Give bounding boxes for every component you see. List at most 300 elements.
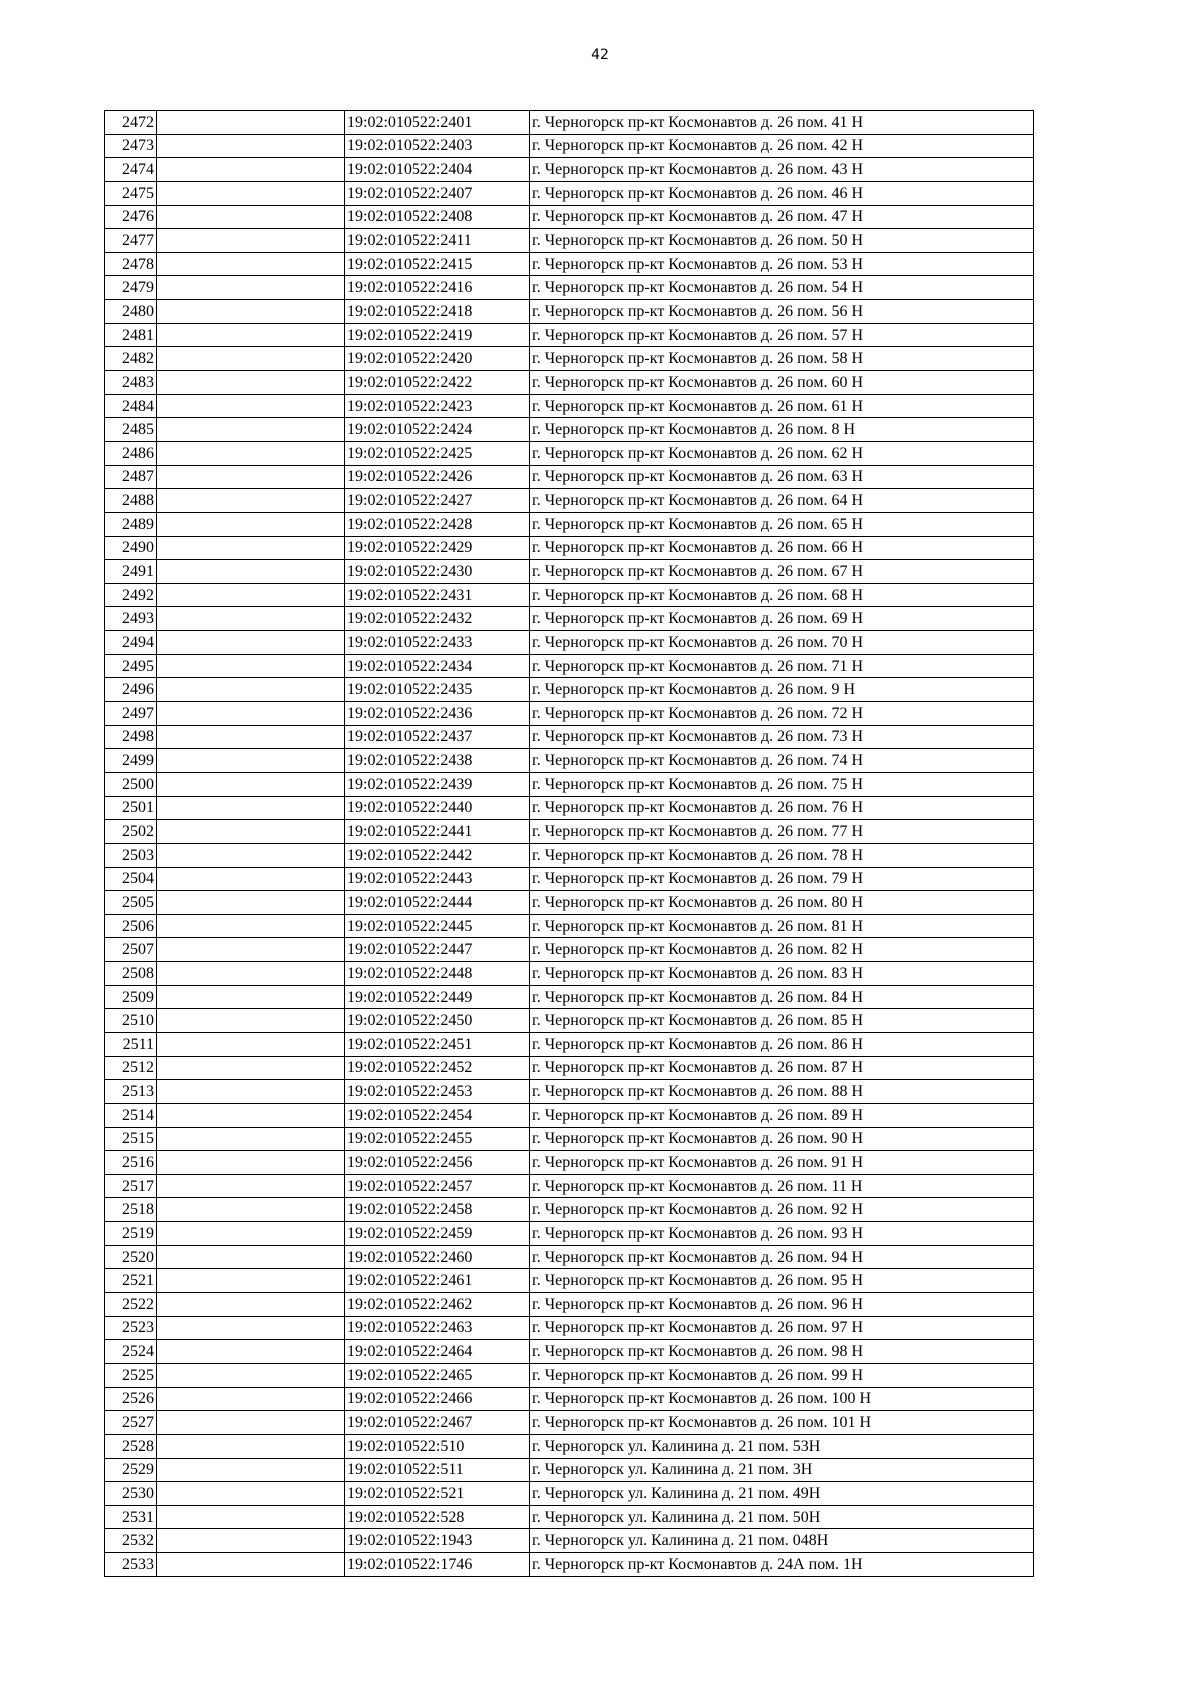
address-cell: г. Черногорск пр-кт Космонавтов д. 26 пом. 79 Н [530, 867, 1034, 891]
cadastral-number-cell: 19:02:010522:511 [345, 1458, 530, 1482]
blank-cell [157, 441, 345, 465]
cadastral-number-cell: 19:02:010522:2442 [345, 843, 530, 867]
blank-cell [157, 867, 345, 891]
cadastral-number-cell: 19:02:010522:2431 [345, 583, 530, 607]
row-number-cell: 2528 [105, 1434, 157, 1458]
table-row [105, 772, 1034, 796]
row-number-cell: 2480 [105, 300, 157, 324]
address-cell: г. Черногорск ул. Калинина д. 21 пом. 50Н [530, 1505, 1034, 1529]
table-row [105, 1293, 1034, 1317]
table-row [105, 1174, 1034, 1198]
blank-cell [157, 891, 345, 915]
blank-cell [157, 796, 345, 820]
cadastral-number-cell: 19:02:010522:2457 [345, 1174, 530, 1198]
blank-cell [157, 962, 345, 986]
row-number-cell: 2529 [105, 1458, 157, 1482]
cadastral-number-cell: 19:02:010522:2436 [345, 702, 530, 726]
row-number-cell: 2495 [105, 654, 157, 678]
address-cell: г. Черногорск пр-кт Космонавтов д. 26 пом. 92 Н [530, 1198, 1034, 1222]
address-cell: г. Черногорск пр-кт Космонавтов д. 26 пом. 84 Н [530, 985, 1034, 1009]
address-cell: г. Черногорск пр-кт Космонавтов д. 26 пом. 82 Н [530, 938, 1034, 962]
row-number-cell: 2531 [105, 1505, 157, 1529]
row-number-cell: 2507 [105, 938, 157, 962]
address-cell: г. Черногорск пр-кт Космонавтов д. 26 пом. 83 Н [530, 962, 1034, 986]
table-row [105, 1482, 1034, 1506]
address-cell: г. Черногорск пр-кт Космонавтов д. 26 пом. 43 Н [530, 158, 1034, 182]
cadastral-number-cell: 19:02:010522:2428 [345, 512, 530, 536]
table-row [105, 205, 1034, 229]
cadastral-number-cell: 19:02:010522:2454 [345, 1103, 530, 1127]
blank-cell [157, 1505, 345, 1529]
row-number-cell: 2518 [105, 1198, 157, 1222]
row-number-cell: 2521 [105, 1269, 157, 1293]
table-row [105, 323, 1034, 347]
row-number-cell: 2479 [105, 276, 157, 300]
blank-cell [157, 985, 345, 1009]
table-row [105, 229, 1034, 253]
row-number-cell: 2510 [105, 1009, 157, 1033]
row-number-cell: 2523 [105, 1316, 157, 1340]
row-number-cell: 2486 [105, 441, 157, 465]
row-number-cell: 2482 [105, 347, 157, 371]
table-row [105, 1151, 1034, 1175]
address-cell: г. Черногорск пр-кт Космонавтов д. 26 пом. 87 Н [530, 1056, 1034, 1080]
address-cell: г. Черногорск ул. Калинина д. 21 пом. 3Н [530, 1458, 1034, 1482]
blank-cell [157, 181, 345, 205]
blank-cell [157, 1009, 345, 1033]
blank-cell [157, 1363, 345, 1387]
address-cell: г. Черногорск пр-кт Космонавтов д. 26 пом. 11 Н [530, 1174, 1034, 1198]
table-row [105, 418, 1034, 442]
row-number-cell: 2533 [105, 1553, 157, 1577]
row-number-cell: 2476 [105, 205, 157, 229]
cadastral-number-cell: 19:02:010522:2459 [345, 1222, 530, 1246]
row-number-cell: 2516 [105, 1151, 157, 1175]
address-cell: г. Черногорск пр-кт Космонавтов д. 26 пом. 8 Н [530, 418, 1034, 442]
table-row [105, 631, 1034, 655]
cadastral-number-cell: 19:02:010522:2433 [345, 631, 530, 655]
address-cell: г. Черногорск пр-кт Космонавтов д. 26 пом. 78 Н [530, 843, 1034, 867]
address-cell: г. Черногорск пр-кт Космонавтов д. 26 пом. 81 Н [530, 914, 1034, 938]
blank-cell [157, 1458, 345, 1482]
blank-cell [157, 347, 345, 371]
cadastral-number-cell: 19:02:010522:2415 [345, 252, 530, 276]
blank-cell [157, 158, 345, 182]
address-cell: г. Черногорск пр-кт Космонавтов д. 26 пом. 97 Н [530, 1316, 1034, 1340]
row-number-cell: 2497 [105, 702, 157, 726]
row-number-cell: 2472 [105, 111, 157, 135]
row-number-cell: 2484 [105, 394, 157, 418]
table-row [105, 1032, 1034, 1056]
blank-cell [157, 772, 345, 796]
cadastral-number-cell: 19:02:010522:2445 [345, 914, 530, 938]
blank-cell [157, 465, 345, 489]
row-number-cell: 2522 [105, 1293, 157, 1317]
cadastral-number-cell: 19:02:010522:2418 [345, 300, 530, 324]
cadastral-number-cell: 19:02:010522:1943 [345, 1529, 530, 1553]
address-cell: г. Черногорск пр-кт Космонавтов д. 26 пом. 75 Н [530, 772, 1034, 796]
table-row [105, 702, 1034, 726]
address-cell: г. Черногорск ул. Калинина д. 21 пом. 048Н [530, 1529, 1034, 1553]
table-row [105, 1434, 1034, 1458]
registry-table-body [105, 111, 1034, 1577]
row-number-cell: 2530 [105, 1482, 157, 1506]
cadastral-number-cell: 19:02:010522:2435 [345, 678, 530, 702]
table-row [105, 394, 1034, 418]
cadastral-number-cell: 19:02:010522:2434 [345, 654, 530, 678]
address-cell: г. Черногорск пр-кт Космонавтов д. 26 пом. 74 Н [530, 749, 1034, 773]
row-number-cell: 2511 [105, 1032, 157, 1056]
cadastral-number-cell: 19:02:010522:2458 [345, 1198, 530, 1222]
cadastral-number-cell: 19:02:010522:2420 [345, 347, 530, 371]
cadastral-number-cell: 19:02:010522:2455 [345, 1127, 530, 1151]
blank-cell [157, 749, 345, 773]
address-cell: г. Черногорск пр-кт Космонавтов д. 26 пом. 98 Н [530, 1340, 1034, 1364]
address-cell: г. Черногорск пр-кт Космонавтов д. 26 пом. 72 Н [530, 702, 1034, 726]
cadastral-number-cell: 19:02:010522:2465 [345, 1363, 530, 1387]
address-cell: г. Черногорск пр-кт Космонавтов д. 26 пом. 67 Н [530, 560, 1034, 584]
table-row [105, 1198, 1034, 1222]
blank-cell [157, 1269, 345, 1293]
address-cell: г. Черногорск пр-кт Космонавтов д. 26 пом. 95 Н [530, 1269, 1034, 1293]
row-number-cell: 2492 [105, 583, 157, 607]
cadastral-number-cell: 19:02:010522:2424 [345, 418, 530, 442]
table-row [105, 607, 1034, 631]
row-number-cell: 2490 [105, 536, 157, 560]
blank-cell [157, 820, 345, 844]
address-cell: г. Черногорск пр-кт Космонавтов д. 26 пом. 64 Н [530, 489, 1034, 513]
page-number: 42 [591, 47, 609, 63]
table-row [105, 985, 1034, 1009]
table-row [105, 1553, 1034, 1577]
table-row [105, 347, 1034, 371]
row-number-cell: 2505 [105, 891, 157, 915]
blank-cell [157, 654, 345, 678]
property-registry-table [104, 110, 1034, 1577]
table-row [105, 1127, 1034, 1151]
row-number-cell: 2532 [105, 1529, 157, 1553]
blank-cell [157, 702, 345, 726]
table-row [105, 1458, 1034, 1482]
cadastral-number-cell: 19:02:010522:2403 [345, 134, 530, 158]
table-row [105, 749, 1034, 773]
table-row [105, 252, 1034, 276]
table-row [105, 1245, 1034, 1269]
cadastral-number-cell: 19:02:010522:2422 [345, 371, 530, 395]
table-row [105, 371, 1034, 395]
blank-cell [157, 323, 345, 347]
address-cell: г. Черногорск ул. Калинина д. 21 пом. 49Н [530, 1482, 1034, 1506]
table-row [105, 867, 1034, 891]
blank-cell [157, 1198, 345, 1222]
address-cell: г. Черногорск пр-кт Космонавтов д. 26 пом. 53 Н [530, 252, 1034, 276]
cadastral-number-cell: 19:02:010522:2451 [345, 1032, 530, 1056]
row-number-cell: 2485 [105, 418, 157, 442]
cadastral-number-cell: 19:02:010522:2452 [345, 1056, 530, 1080]
row-number-cell: 2512 [105, 1056, 157, 1080]
table-row [105, 843, 1034, 867]
cadastral-number-cell: 19:02:010522:2444 [345, 891, 530, 915]
table-row [105, 489, 1034, 513]
row-number-cell: 2502 [105, 820, 157, 844]
cadastral-number-cell: 19:02:010522:2408 [345, 205, 530, 229]
table-row [105, 1056, 1034, 1080]
address-cell: г. Черногорск пр-кт Космонавтов д. 26 пом. 100 Н [530, 1387, 1034, 1411]
address-cell: г. Черногорск пр-кт Космонавтов д. 26 пом. 76 Н [530, 796, 1034, 820]
address-cell: г. Черногорск пр-кт Космонавтов д. 26 пом. 56 Н [530, 300, 1034, 324]
row-number-cell: 2503 [105, 843, 157, 867]
blank-cell [157, 1151, 345, 1175]
address-cell: г. Черногорск пр-кт Космонавтов д. 26 пом. 80 Н [530, 891, 1034, 915]
table-row [105, 1529, 1034, 1553]
blank-cell [157, 134, 345, 158]
table-row [105, 158, 1034, 182]
table-row [105, 938, 1034, 962]
row-number-cell: 2478 [105, 252, 157, 276]
address-cell: г. Черногорск пр-кт Космонавтов д. 26 пом. 58 Н [530, 347, 1034, 371]
cadastral-number-cell: 19:02:010522:510 [345, 1434, 530, 1458]
address-cell: г. Черногорск пр-кт Космонавтов д. 26 пом. 50 Н [530, 229, 1034, 253]
cadastral-number-cell: 19:02:010522:2432 [345, 607, 530, 631]
row-number-cell: 2509 [105, 985, 157, 1009]
blank-cell [157, 725, 345, 749]
address-cell: г. Черногорск пр-кт Космонавтов д. 26 пом. 9 Н [530, 678, 1034, 702]
row-number-cell: 2525 [105, 1363, 157, 1387]
row-number-cell: 2504 [105, 867, 157, 891]
table-row [105, 300, 1034, 324]
cadastral-number-cell: 19:02:010522:2447 [345, 938, 530, 962]
cadastral-number-cell: 19:02:010522:2467 [345, 1411, 530, 1435]
cadastral-number-cell: 19:02:010522:2437 [345, 725, 530, 749]
blank-cell [157, 631, 345, 655]
row-number-cell: 2487 [105, 465, 157, 489]
address-cell: г. Черногорск ул. Калинина д. 21 пом. 53Н [530, 1434, 1034, 1458]
table-row [105, 678, 1034, 702]
row-number-cell: 2491 [105, 560, 157, 584]
row-number-cell: 2494 [105, 631, 157, 655]
blank-cell [157, 1434, 345, 1458]
row-number-cell: 2496 [105, 678, 157, 702]
blank-cell [157, 371, 345, 395]
row-number-cell: 2514 [105, 1103, 157, 1127]
row-number-cell: 2527 [105, 1411, 157, 1435]
table-row [105, 512, 1034, 536]
row-number-cell: 2519 [105, 1222, 157, 1246]
table-row [105, 1222, 1034, 1246]
row-number-cell: 2477 [105, 229, 157, 253]
blank-cell [157, 300, 345, 324]
cadastral-number-cell: 19:02:010522:2427 [345, 489, 530, 513]
address-cell: г. Черногорск пр-кт Космонавтов д. 26 пом. 93 Н [530, 1222, 1034, 1246]
table-row [105, 1269, 1034, 1293]
cadastral-number-cell: 19:02:010522:2460 [345, 1245, 530, 1269]
blank-cell [157, 418, 345, 442]
address-cell: г. Черногорск пр-кт Космонавтов д. 26 пом. 46 Н [530, 181, 1034, 205]
address-cell: г. Черногорск пр-кт Космонавтов д. 26 пом. 86 Н [530, 1032, 1034, 1056]
address-cell: г. Черногорск пр-кт Космонавтов д. 26 пом. 90 Н [530, 1127, 1034, 1151]
row-number-cell: 2508 [105, 962, 157, 986]
address-cell: г. Черногорск пр-кт Космонавтов д. 26 пом. 71 Н [530, 654, 1034, 678]
blank-cell [157, 394, 345, 418]
table-row [105, 654, 1034, 678]
blank-cell [157, 276, 345, 300]
table-row [105, 1387, 1034, 1411]
cadastral-number-cell: 19:02:010522:1746 [345, 1553, 530, 1577]
row-number-cell: 2481 [105, 323, 157, 347]
cadastral-number-cell: 19:02:010522:2404 [345, 158, 530, 182]
cadastral-number-cell: 19:02:010522:2429 [345, 536, 530, 560]
table-row [105, 1505, 1034, 1529]
row-number-cell: 2513 [105, 1080, 157, 1104]
blank-cell [157, 1411, 345, 1435]
blank-cell [157, 252, 345, 276]
cadastral-number-cell: 19:02:010522:2456 [345, 1151, 530, 1175]
blank-cell [157, 1340, 345, 1364]
address-cell: г. Черногорск пр-кт Космонавтов д. 26 пом. 91 Н [530, 1151, 1034, 1175]
row-number-cell: 2506 [105, 914, 157, 938]
blank-cell [157, 1553, 345, 1577]
cadastral-number-cell: 19:02:010522:2461 [345, 1269, 530, 1293]
blank-cell [157, 1222, 345, 1246]
row-number-cell: 2475 [105, 181, 157, 205]
blank-cell [157, 607, 345, 631]
blank-cell [157, 1080, 345, 1104]
blank-cell [157, 489, 345, 513]
table-row [105, 560, 1034, 584]
table-row [105, 1103, 1034, 1127]
cadastral-number-cell: 19:02:010522:2425 [345, 441, 530, 465]
blank-cell [157, 229, 345, 253]
address-cell: г. Черногорск пр-кт Космонавтов д. 26 пом. 61 Н [530, 394, 1034, 418]
address-cell: г. Черногорск пр-кт Космонавтов д. 26 пом. 57 Н [530, 323, 1034, 347]
address-cell: г. Черногорск пр-кт Космонавтов д. 26 пом. 66 Н [530, 536, 1034, 560]
blank-cell [157, 560, 345, 584]
address-cell: г. Черногорск пр-кт Космонавтов д. 26 пом. 96 Н [530, 1293, 1034, 1317]
table-row [105, 1363, 1034, 1387]
blank-cell [157, 938, 345, 962]
row-number-cell: 2493 [105, 607, 157, 631]
cadastral-number-cell: 19:02:010522:2440 [345, 796, 530, 820]
blank-cell [157, 843, 345, 867]
cadastral-number-cell: 19:02:010522:2439 [345, 772, 530, 796]
blank-cell [157, 583, 345, 607]
row-number-cell: 2474 [105, 158, 157, 182]
table-row [105, 1340, 1034, 1364]
cadastral-number-cell: 19:02:010522:2419 [345, 323, 530, 347]
blank-cell [157, 1387, 345, 1411]
table-row [105, 820, 1034, 844]
blank-cell [157, 1245, 345, 1269]
blank-cell [157, 1032, 345, 1056]
row-number-cell: 2498 [105, 725, 157, 749]
row-number-cell: 2488 [105, 489, 157, 513]
cadastral-number-cell: 19:02:010522:2441 [345, 820, 530, 844]
address-cell: г. Черногорск пр-кт Космонавтов д. 26 пом. 42 Н [530, 134, 1034, 158]
table-row [105, 583, 1034, 607]
cadastral-number-cell: 19:02:010522:2416 [345, 276, 530, 300]
address-cell: г. Черногорск пр-кт Космонавтов д. 26 пом. 94 Н [530, 1245, 1034, 1269]
address-cell: г. Черногорск пр-кт Космонавтов д. 26 пом. 70 Н [530, 631, 1034, 655]
cadastral-number-cell: 19:02:010522:2426 [345, 465, 530, 489]
cadastral-number-cell: 19:02:010522:2466 [345, 1387, 530, 1411]
address-cell: г. Черногорск пр-кт Космонавтов д. 26 пом. 85 Н [530, 1009, 1034, 1033]
cadastral-number-cell: 19:02:010522:521 [345, 1482, 530, 1506]
address-cell: г. Черногорск пр-кт Космонавтов д. 26 пом. 54 Н [530, 276, 1034, 300]
blank-cell [157, 678, 345, 702]
cadastral-number-cell: 19:02:010522:2450 [345, 1009, 530, 1033]
table-row [105, 1411, 1034, 1435]
table-row [105, 1009, 1034, 1033]
table-row [105, 725, 1034, 749]
table-row [105, 441, 1034, 465]
table-row [105, 962, 1034, 986]
cadastral-number-cell: 19:02:010522:2464 [345, 1340, 530, 1364]
blank-cell [157, 1316, 345, 1340]
blank-cell [157, 1103, 345, 1127]
row-number-cell: 2489 [105, 512, 157, 536]
row-number-cell: 2520 [105, 1245, 157, 1269]
blank-cell [157, 1482, 345, 1506]
row-number-cell: 2524 [105, 1340, 157, 1364]
row-number-cell: 2483 [105, 371, 157, 395]
address-cell: г. Черногорск пр-кт Космонавтов д. 26 пом. 65 Н [530, 512, 1034, 536]
blank-cell [157, 1056, 345, 1080]
blank-cell [157, 1174, 345, 1198]
address-cell: г. Черногорск пр-кт Космонавтов д. 24А пом. 1Н [530, 1553, 1034, 1577]
table-row [105, 1316, 1034, 1340]
table-row [105, 1080, 1034, 1104]
address-cell: г. Черногорск пр-кт Космонавтов д. 26 пом. 60 Н [530, 371, 1034, 395]
blank-cell [157, 512, 345, 536]
row-number-cell: 2515 [105, 1127, 157, 1151]
table-row [105, 134, 1034, 158]
cadastral-number-cell: 19:02:010522:2401 [345, 111, 530, 135]
blank-cell [157, 205, 345, 229]
table-row [105, 465, 1034, 489]
row-number-cell: 2500 [105, 772, 157, 796]
table-row [105, 181, 1034, 205]
address-cell: г. Черногорск пр-кт Космонавтов д. 26 пом. 41 Н [530, 111, 1034, 135]
blank-cell [157, 111, 345, 135]
row-number-cell: 2501 [105, 796, 157, 820]
blank-cell [157, 536, 345, 560]
cadastral-number-cell: 19:02:010522:2448 [345, 962, 530, 986]
row-number-cell: 2526 [105, 1387, 157, 1411]
cadastral-number-cell: 19:02:010522:2449 [345, 985, 530, 1009]
cadastral-number-cell: 19:02:010522:2438 [345, 749, 530, 773]
blank-cell [157, 1529, 345, 1553]
row-number-cell: 2473 [105, 134, 157, 158]
table-row [105, 111, 1034, 135]
cadastral-number-cell: 19:02:010522:2430 [345, 560, 530, 584]
table-row [105, 891, 1034, 915]
table-row [105, 276, 1034, 300]
cadastral-number-cell: 19:02:010522:2463 [345, 1316, 530, 1340]
address-cell: г. Черногорск пр-кт Космонавтов д. 26 пом. 62 Н [530, 441, 1034, 465]
cadastral-number-cell: 19:02:010522:528 [345, 1505, 530, 1529]
cadastral-number-cell: 19:02:010522:2411 [345, 229, 530, 253]
address-cell: г. Черногорск пр-кт Космонавтов д. 26 пом. 88 Н [530, 1080, 1034, 1104]
blank-cell [157, 1127, 345, 1151]
address-cell: г. Черногорск пр-кт Космонавтов д. 26 пом. 101 Н [530, 1411, 1034, 1435]
address-cell: г. Черногорск пр-кт Космонавтов д. 26 пом. 68 Н [530, 583, 1034, 607]
address-cell: г. Черногорск пр-кт Космонавтов д. 26 пом. 69 Н [530, 607, 1034, 631]
address-cell: г. Черногорск пр-кт Космонавтов д. 26 пом. 77 Н [530, 820, 1034, 844]
address-cell: г. Черногорск пр-кт Космонавтов д. 26 пом. 47 Н [530, 205, 1034, 229]
cadastral-number-cell: 19:02:010522:2423 [345, 394, 530, 418]
address-cell: г. Черногорск пр-кт Космонавтов д. 26 пом. 63 Н [530, 465, 1034, 489]
cadastral-number-cell: 19:02:010522:2443 [345, 867, 530, 891]
